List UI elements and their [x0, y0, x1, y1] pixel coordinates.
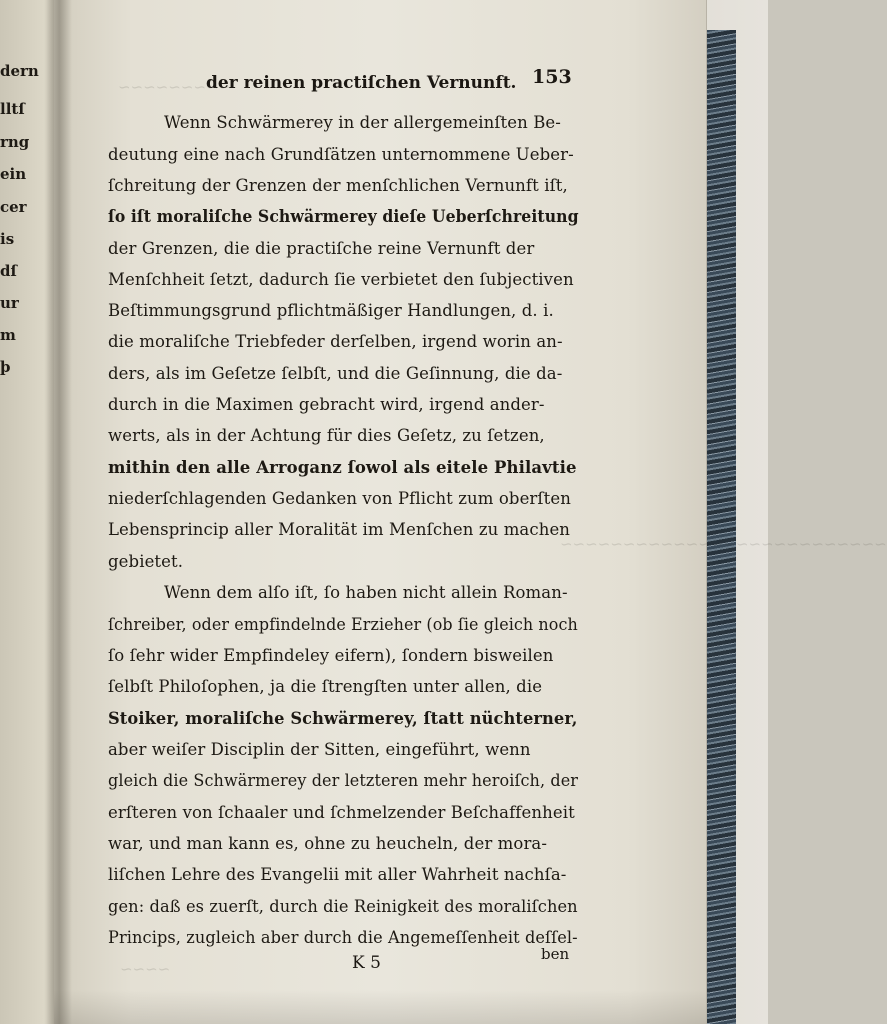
left-page-fragment: ur [0, 294, 19, 312]
text-line: ſo ſehr wider Empfindeley eifern), ſondern bisweilen [108, 646, 554, 665]
text-line: Beſtimmungsgrund pflichtmäßiger Handlungen, d. i. [108, 301, 554, 320]
text-line: die moraliſche Triebfeder derſelben, irgend worin an- [108, 332, 563, 351]
page-number: 153 [532, 66, 572, 88]
text-line: ſchreiber, oder empfindelnde Erzieher (ob ſie gleich noch [108, 615, 578, 634]
text-line: liſchen Lehre des Evangelii mit aller Wahrheit nachſa- [108, 865, 567, 884]
left-page-fragment: ein [0, 165, 27, 183]
text-line: Lebensprincip aller Moralität im Menſchen zu machen [108, 520, 571, 539]
text-line: ſelbſt Philoſophen, ja die ſtrengſten unter allen, die [108, 677, 543, 696]
left-page-fragment: cer [0, 198, 27, 216]
text-line: niederſchlagenden Gedanken von Pflicht zum oberſten [108, 489, 571, 508]
text-line: ſo iſt moraliſche Schwärmerey dieſe Ueberſchreitung [108, 207, 579, 226]
text-line: war, und man kann es, ohne zu heucheln, der mora- [108, 834, 548, 853]
text-line: Stoiker, moraliſche Schwärmerey, ſtatt nüchterner, [108, 709, 578, 728]
text-line: gen: daß es zuerſt, durch die Reinigkeit des moraliſchen [108, 897, 578, 916]
text-line: werts, als in der Achtung für dies Geſetz, zu ſetzen, [108, 426, 545, 445]
left-page-fragment: is [0, 230, 15, 248]
text-line: mithin den alle Arroganz ſowol als eitele Philavtie [108, 458, 577, 477]
left-page-fragment: dſ [0, 262, 17, 280]
book-gutter [44, 0, 72, 1024]
text-line: ſchreitung der Grenzen der menſchlichen Vernunft iſt, [108, 176, 568, 195]
left-page-fragment: m [0, 326, 16, 344]
text-line: deutung eine nach Grundſätzen unternommene Ueber- [108, 145, 574, 164]
text-line: durch in die Maximen gebracht wird, irgend ander- [108, 395, 545, 414]
text-line: der Grenzen, die die practiſche reine Vernunft der [108, 239, 535, 258]
text-line: aber weiſer Disciplin der Sitten, eingeführt, wenn [108, 740, 531, 759]
text-line: gebietet. [108, 552, 184, 571]
text-line: ders, als im Geſetze ſelbſt, und die Geſinnung, die da- [108, 364, 563, 383]
signature-mark: K 5 [352, 953, 381, 973]
running-head: der reinen practiſchen Vernunft. [206, 73, 517, 93]
marbled-cover [702, 30, 736, 1024]
text-line: Wenn Schwärmerey in der allergemeinſten Be- [164, 113, 561, 132]
text-line: Wenn dem alſo iſt, ſo haben nicht allein Roman- [164, 583, 568, 602]
show-through-text: ~~~~~~~~~ [118, 78, 232, 96]
page-shadow [54, 990, 706, 1024]
text-line: Princips, zugleich aber durch die Angemeſſenheit deſſel- [108, 928, 578, 947]
left-page-fragment: dern [0, 62, 39, 80]
show-through-text: ~~~~ [120, 960, 171, 978]
text-line: gleich die Schwärmerey der letzteren mehr heroiſch, der [108, 771, 579, 790]
catchword: ben [541, 945, 570, 963]
left-page-fragment: rng [0, 133, 30, 151]
left-page-fragment: lltſ [0, 100, 25, 118]
left-page-fragment: þ [0, 358, 11, 376]
show-through-text: ~~~~~~~~~~~~~~~~~~~~~~~~~~ [560, 535, 887, 553]
text-line: Menſchheit ſetzt, dadurch ſie verbietet den ſubjectiven [108, 270, 574, 289]
text-line: erſteren von ſchaaler und ſchmelzender Beſchaffenheit [108, 803, 575, 822]
